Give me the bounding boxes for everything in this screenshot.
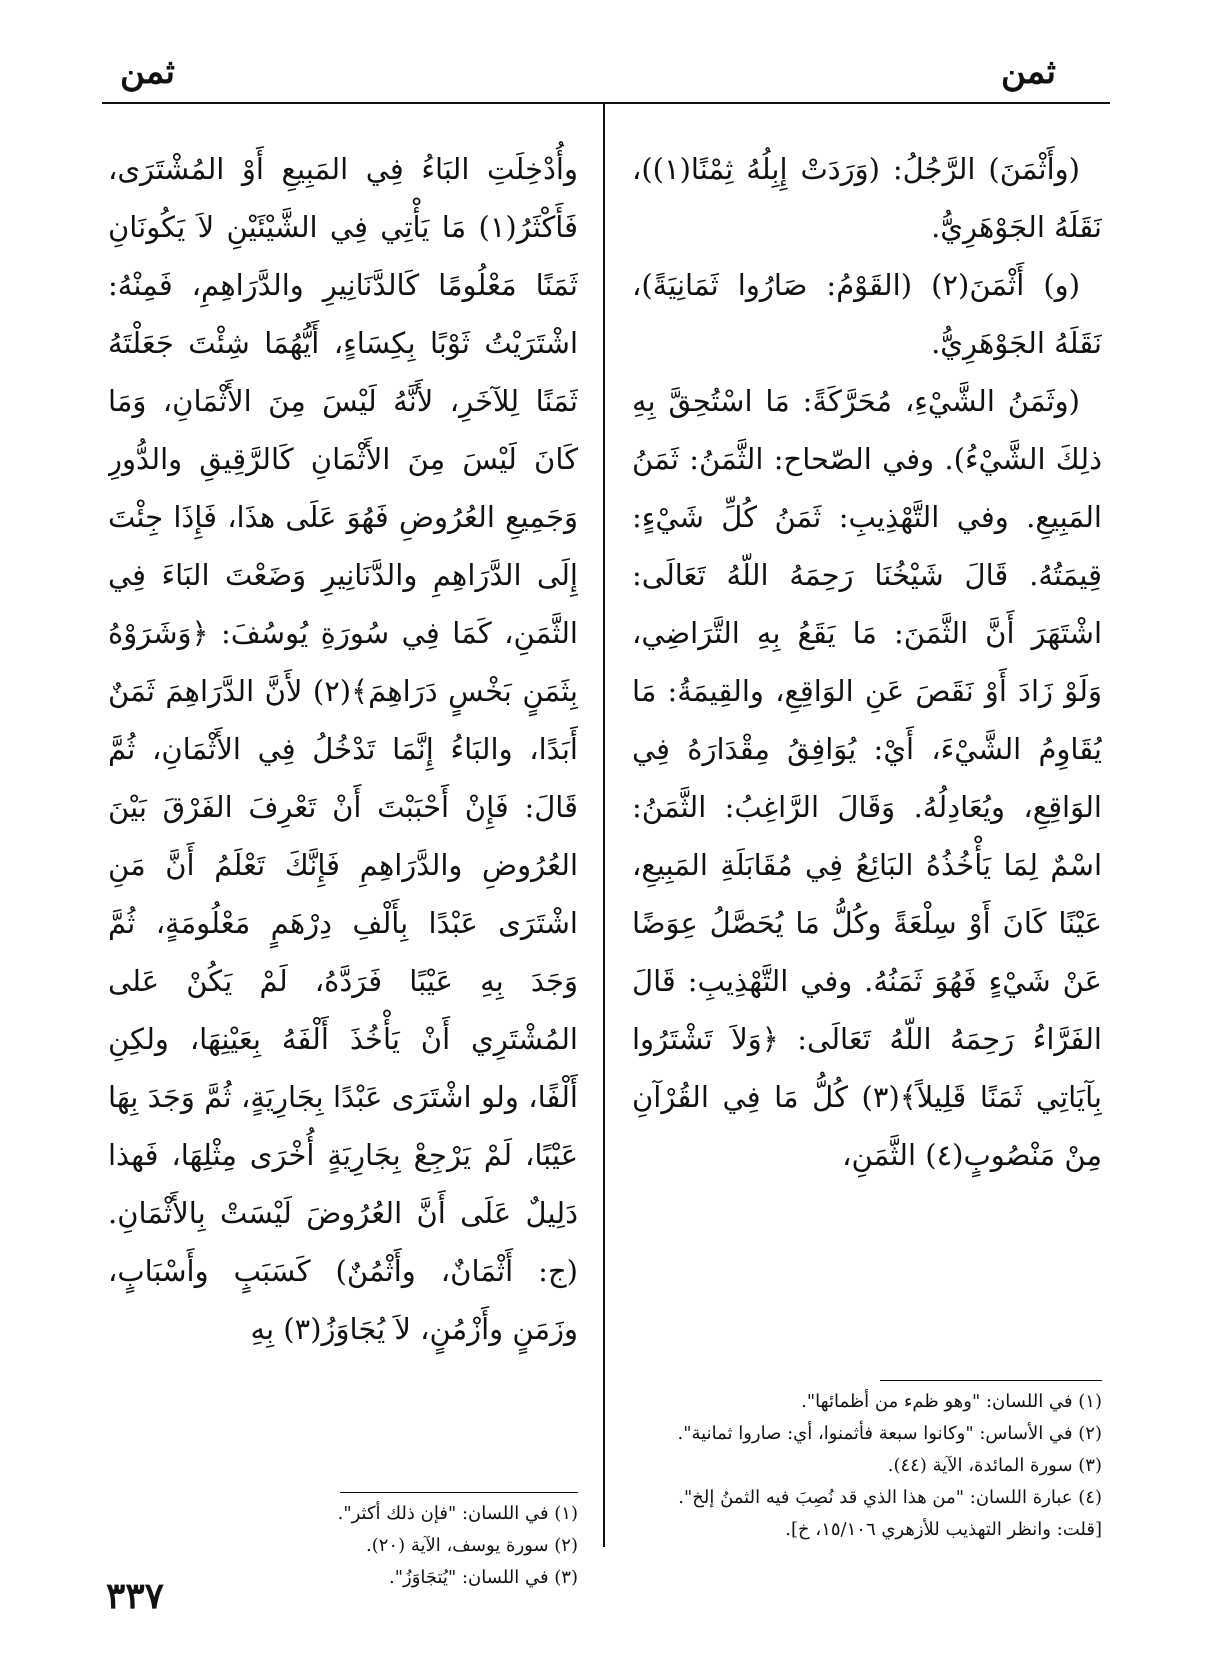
footnote: (٣) سورة المائدة، الآية (٤٤). [887, 1455, 1102, 1476]
left-column-footnotes [108, 1498, 578, 1594]
running-header-left: ثمن [120, 52, 176, 92]
footnote: (٤) عبارة اللسان: "من هذا الذي قد نُصِبَ فيه الثمنُ إلخ". [قلت: وانظر التهذيب للأزهري ١٥/١٠٦، خ]. [678, 1487, 1102, 1540]
paragraph: (وأَثْمَنَ) الرَّجُلُ: (وَرَدَتْ إِبِلُهُ ثِمْنًا(١))، نَقَلَهُ الجَوْهَرِيُّ. [632, 152, 1102, 244]
footnote: (٢) سورة يوسف، الآية (٢٠). [366, 1535, 578, 1556]
right-column-text [632, 140, 1102, 1370]
paragraph: وأُدْخِلَتِ البَاءُ فِي المَبِيعِ أَوْ المُشْتَرَى، فَأَكْثَرُ(١) مَا يَأْتِي فِي الشَّيْئَيْنِ لاَ يَكُونَانِ ثَمَنًا مَعْلُومًا كَالدَّنَانِيرِ والدَّرَاهِمِ، فَمِنْهُ: اشْتَرَيْتُ ثَوْبًا بِكِسَاءٍ، أَيُّهُمَا شِئْتَ جَعَلْتَهُ ثَمَنًا لِلآخَرِ، لأَنَّهُ لَيْسَ مِنَ الأَثْمَانِ، وَمَا كَانَ لَيْسَ مِنَ الأَثْمَانِ كَالرَّقِيقِ والدُّورِ وَجَمِيعِ العُرُوضِ فَهُوَ عَلَى هذَا، فَإِذَا جِئْتَ إِلَى الدَّرَاهِمِ والدَّنَانِيرِ وَضَعْتَ البَاءَ فِي الثَّمَنِ، كَمَا فِي سُورَةِ يُوسُفَ: ﴿وَشَرَوْهُ بِثَمَنٍ بَخْسٍ دَرَاهِمَ﴾(٢) لأَنَّ الدَّرَاهِمَ ثَمَنٌ أَبَدًا، والبَاءُ إِنَّمَا تَدْخُلُ فِي الأَثْمَانِ، ثُمَّ قَالَ: فَإِنْ أَحْبَبْتَ أَنْ تَعْرِفَ الفَرْقَ بَيْنَ العُرُوضِ والدَّرَاهِمِ فَإِنَّكَ تَعْلَمُ أَنَّ مَنِ اشْتَرَى عَبْدًا بِأَلْفِ دِرْهَمٍ مَعْلُومَةٍ، ثُمَّ وَجَدَ بِهِ عَيْبًا فَرَدَّهُ، لَمْ يَكُنْ عَلى المُشْتَرِي أَنْ يَأْخُذَ أَلْفَهُ بِعَيْنِهَا، ولكِنِ أَلْفًا، ولو اشْتَرَى عَبْدًا بِجَارِيَةٍ، ثُمَّ وَجَدَ بِهَا عَيْبًا، لَمْ يَرْجِعْ بِجَارِيَةٍ أُخْرَى مِثْلِهَا، فَهذا دَلِيلٌ عَلَى أَنَّ العُرُوضَ لَيْسَتْ بِالأَثْمَانِ. (ج: أَثْمَانٌ، وأَثْمُنٌ) كَسَبَبٍ وأَسْبَابٍ، وزَمَنٍ وأَزْمُنٍ، لاَ يُجَاوَزُ(٣) بِهِ [108, 152, 578, 1346]
left-column-text [108, 140, 578, 1480]
header-rule [102, 102, 1110, 104]
column-divider [603, 102, 605, 1547]
footnote: (١) في اللسان: "فإن ذلك أكثر". [337, 1503, 578, 1524]
paragraph: (و) أَثْمَنَ(٢) (القَوْمُ: صَارُوا ثَمَانِيَةً)، نَقَلَهُ الجَوْهَرِيُّ. [632, 268, 1102, 360]
footnote: (١) في اللسان: "وهو ظمء من أظمائها". [801, 1391, 1102, 1412]
right-column-footnotes [632, 1386, 1102, 1546]
running-header-right: ثمن [1000, 52, 1056, 92]
paragraph: (وثَمَنُ الشَّيْءِ، مُحَرَّكَةً: مَا اسْتُحِقَّ بِهِ ذلِكَ الشَّيْءُ). وفي الصّحاح: الثَّمَنُ: ثَمَنُ المَبِيعِ. وفي التَّهْذِيبِ: ثَمَنُ كُلِّ شَيْءٍ: قِيمَتُهُ. قَالَ شَيْخُنَا رَحِمَهُ اللّهُ تَعَالَى: اشْتَهَرَ أَنَّ الثَّمَنَ: مَا يَقَعُ بِهِ التَّرَاضِي، وَلَوْ زَادَ أَوْ نَقَصَ عَنِ الوَاقِعِ، والقِيمَةُ: مَا يُقَاوِمُ الشَّيْءَ، أَيْ: يُوَافِقُ مِقْدَارَهُ فِي الوَاقِعِ، ويُعَادِلُهُ. وَقَالَ الرَّاغِبُ: الثَّمَنُ: اسْمٌ لِمَا يَأْخُذُهُ البَائِعُ فِي مُقَابَلَةِ المَبِيعِ، عَيْنًا كَانَ أَوْ سِلْعَةً وكُلُّ مَا يُحَصَّلُ عِوَضًا عَنْ شَيْءٍ فَهُوَ ثَمَنُهُ. وفي التَّهْذِيبِ: قَالَ الفَرَّاءُ رَحِمَهُ اللّهُ تَعَالَى: ﴿وَلاَ تَشْتَرُوا بِآيَاتِي ثَمَنًا قَلِيلاً﴾(٣) كُلُّ مَا فِي القُرْآنِ مِنْ مَنْصُوبٍ(٤) الثَّمَنِ، [632, 384, 1102, 1172]
footnote: (٣) في اللسان: "يُتجَاوَزُ". [389, 1567, 578, 1588]
footnote-rule-right [880, 1380, 1102, 1381]
footnote-rule-left [340, 1492, 578, 1493]
footnote: (٢) في الأساس: "وكانوا سبعة فأثمنوا، أي: صاروا ثمانية". [677, 1423, 1102, 1444]
page-number: ٣٣٧ [106, 1575, 165, 1617]
